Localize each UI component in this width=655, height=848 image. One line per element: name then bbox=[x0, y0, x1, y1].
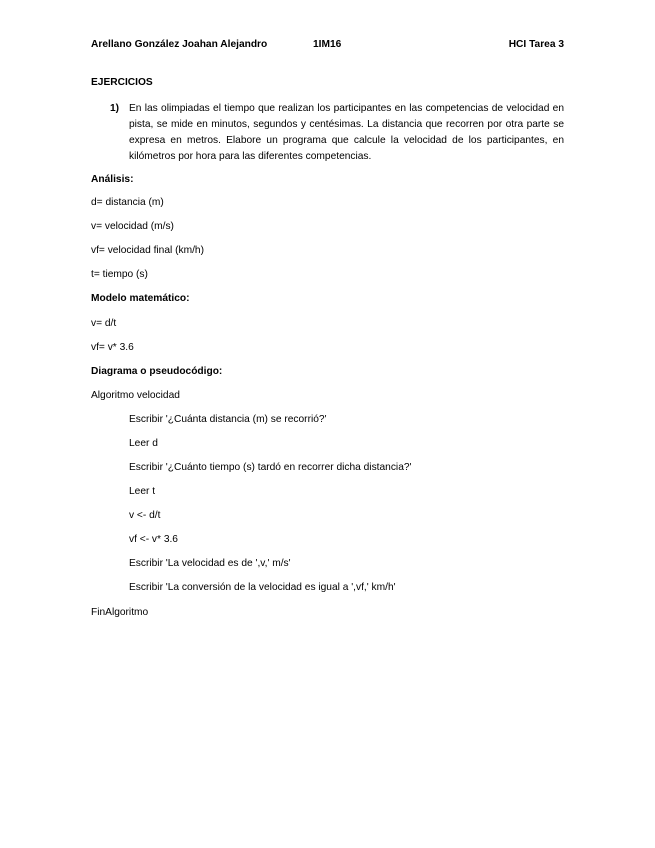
pseudocode-line: Escribir 'La velocidad es de ',v,' m/s' bbox=[129, 558, 291, 569]
analysis-var: d= distancia (m) bbox=[91, 197, 164, 208]
header-author: Arellano González Joahan Alejandro bbox=[91, 39, 268, 50]
model-formula: vf= v* 3.6 bbox=[91, 342, 134, 353]
pseudocode-line: Leer d bbox=[129, 438, 158, 449]
pseudocode-line: Leer t bbox=[129, 486, 156, 497]
pseudocode-line: Escribir '¿Cuánta distancia (m) se recorrió?' bbox=[129, 414, 327, 425]
page-header bbox=[91, 39, 564, 53]
pseudocode-line: Escribir 'La conversión de la velocidad es igual a ',vf,' km/h' bbox=[129, 582, 396, 593]
header-task: HCI Tarea 3 bbox=[508, 39, 564, 50]
analysis-var: vf= velocidad final (km/h) bbox=[91, 245, 204, 256]
pseudocode-line: vf <- v* 3.6 bbox=[129, 534, 178, 545]
exercises-heading: EJERCICIOS bbox=[91, 77, 153, 88]
exercise-text: En las olimpiadas el tiempo que realizan los participantes en las competencias de velocidad en pista, se mide en minutos, segundos y centésimas. La distancia que recorren por otra parte se expresa en metros. Elabore un programa que calcule la velocidad de los participantes, en kilómetros por hora para las diferentes competencias. bbox=[129, 103, 564, 162]
pseudocode-line: Escribir '¿Cuánto tiempo (s) tardó en recorrer dicha distancia?' bbox=[129, 462, 412, 473]
pseudocode-start: Algoritmo velocidad bbox=[91, 390, 180, 401]
analysis-var: v= velocidad (m/s) bbox=[91, 221, 174, 232]
pseudocode-end: FinAlgoritmo bbox=[91, 607, 149, 618]
pseudocode-heading: Diagrama o pseudocódigo: bbox=[91, 366, 223, 377]
model-heading: Modelo matemático: bbox=[91, 293, 190, 304]
header-group: 1IM16 bbox=[313, 39, 342, 50]
analysis-var: t= tiempo (s) bbox=[91, 269, 148, 280]
pseudocode-line: v <- d/t bbox=[129, 510, 161, 521]
analysis-heading: Análisis: bbox=[91, 174, 134, 185]
model-formula: v= d/t bbox=[91, 318, 117, 329]
exercise-number: 1) bbox=[110, 103, 120, 114]
